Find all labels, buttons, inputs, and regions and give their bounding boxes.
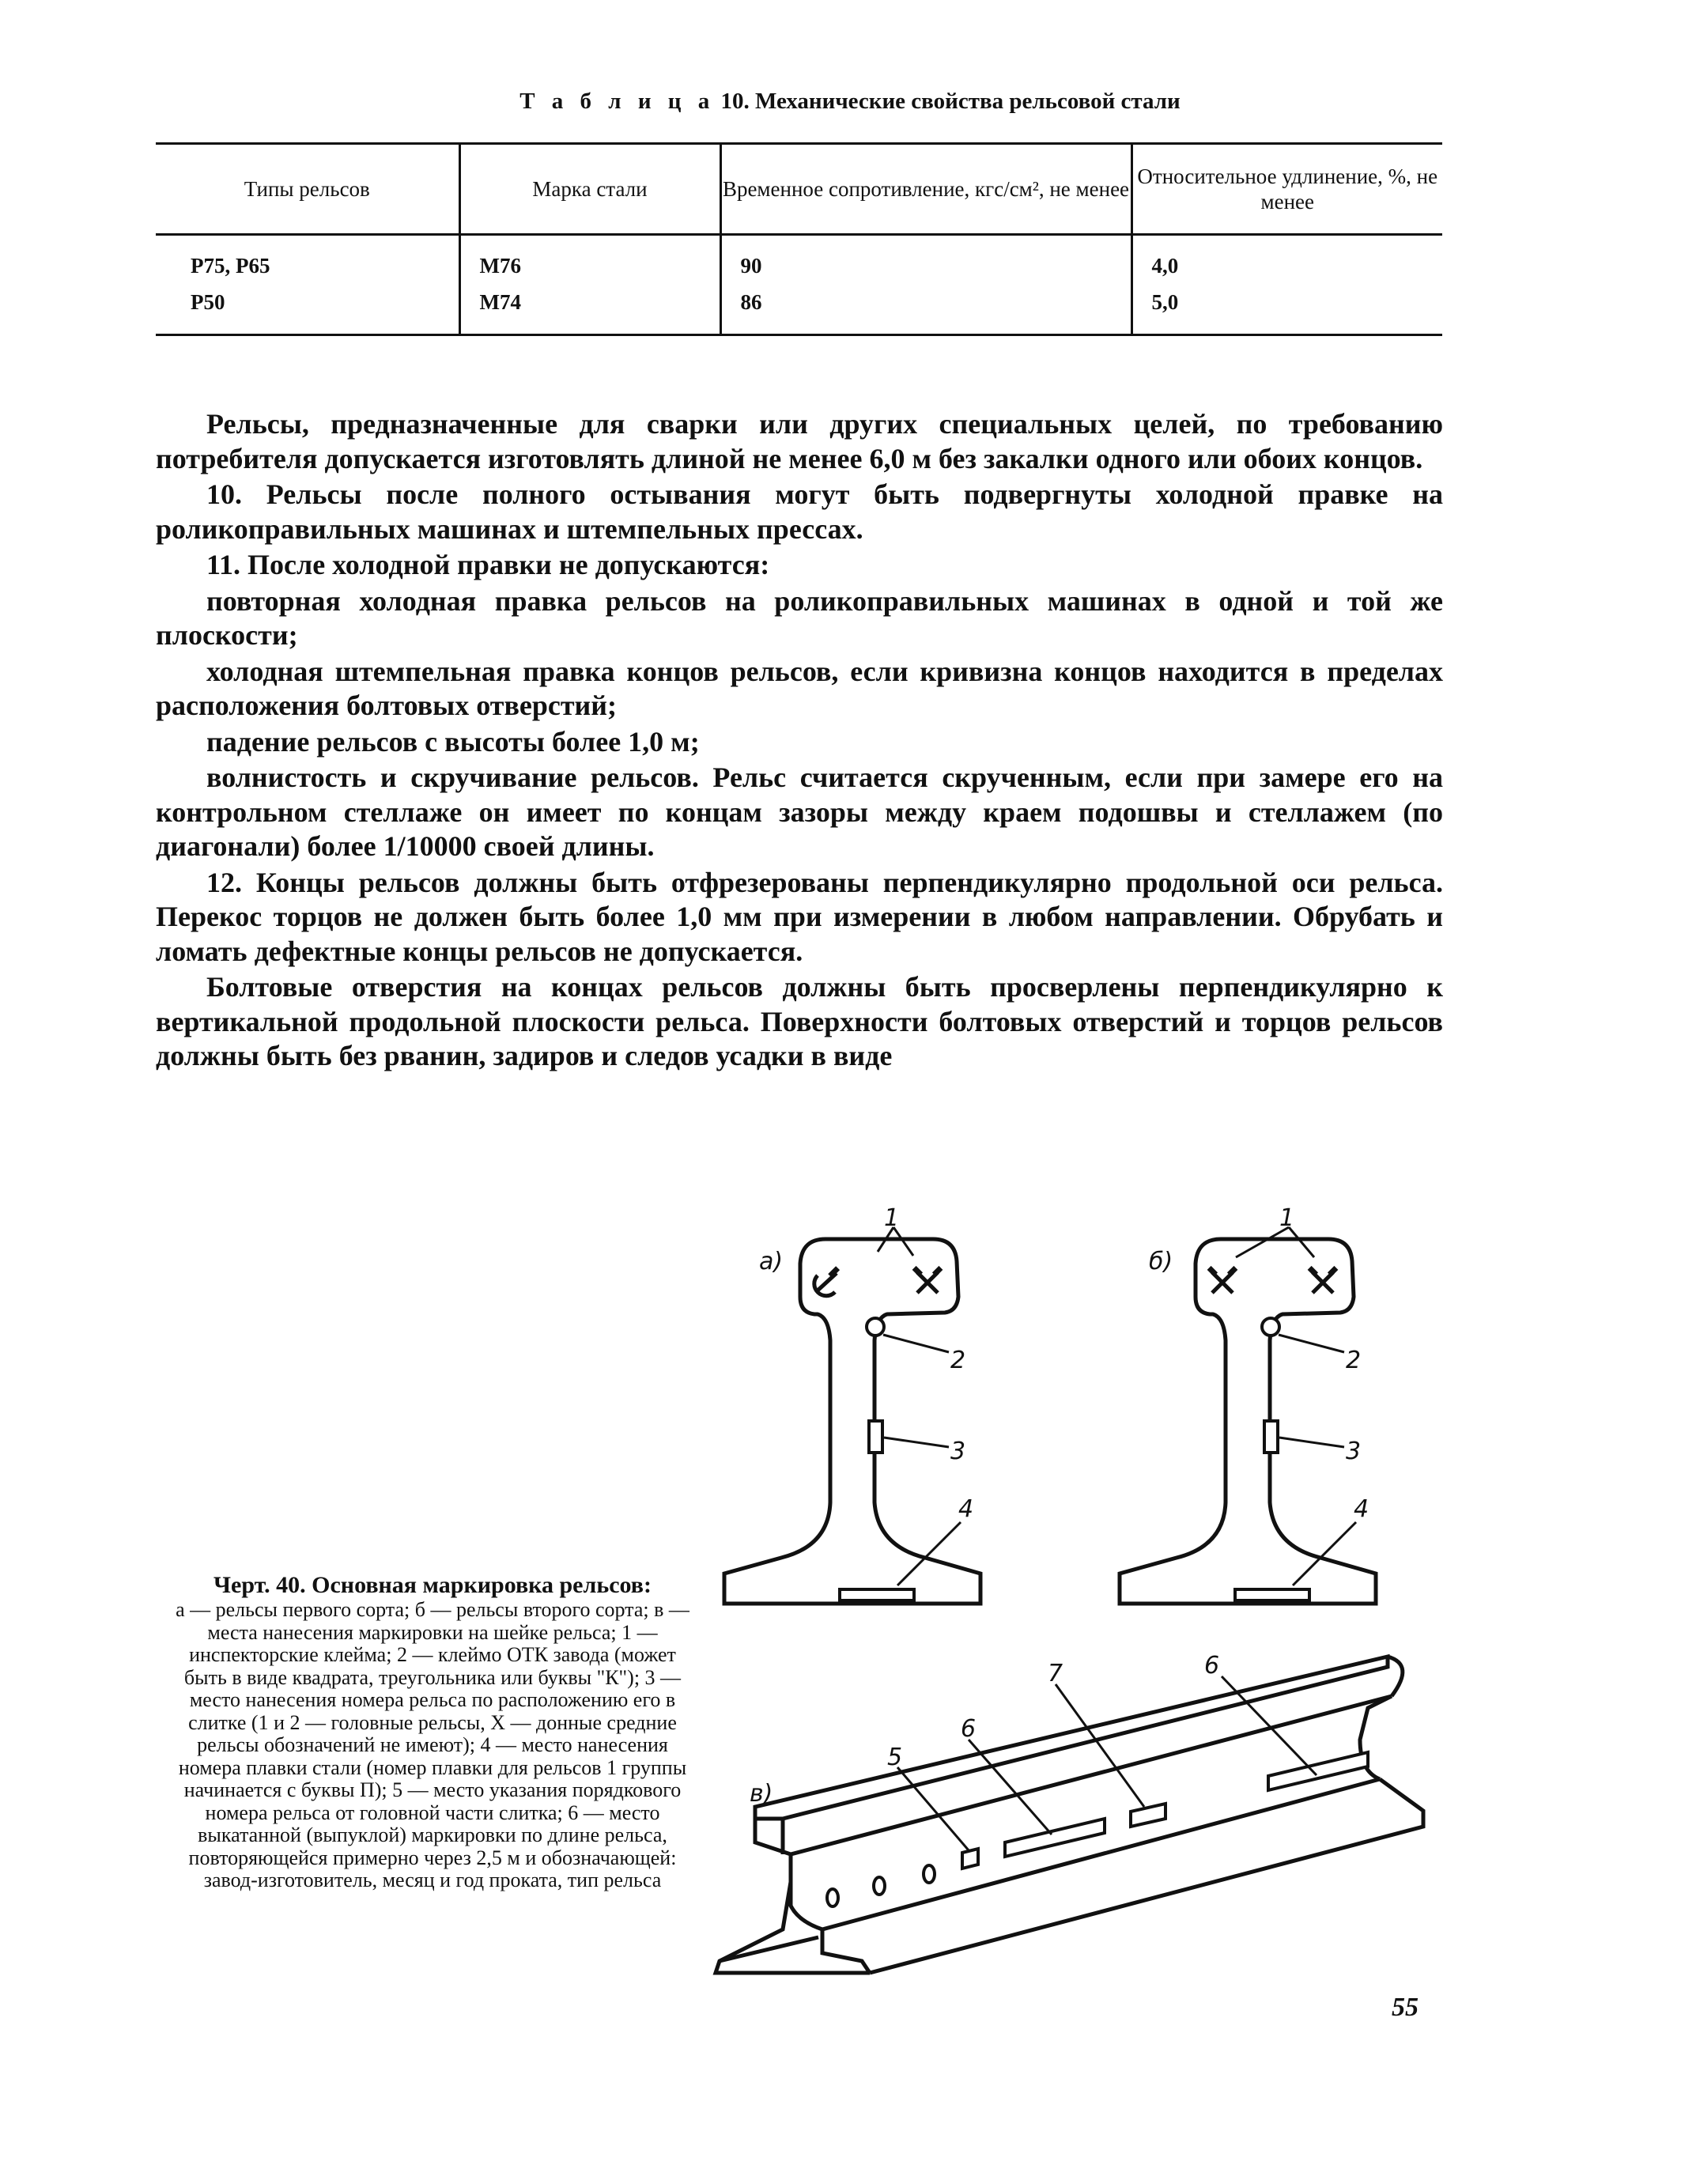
paragraph: 10. Рельсы после полного остывания могут быть подвергнуты холодной правке на роликоправильных машинах и штемпельных прессах.	[156, 478, 1443, 545]
paragraph: Болтовые отверстия на концах рельсов должны быть просверлены перпендикулярно к вертикальной продольной плоскости рельса. Поверхности болтовых отверстий и торцов рельсов должны быть без рванин, задиров и следов усадки в виде	[156, 971, 1443, 1071]
otk-stamp-mark	[1262, 1318, 1279, 1336]
paragraph: падение рельсов с высоты более 1,0 м;	[206, 725, 700, 758]
table-cell: М74	[459, 284, 720, 335]
crossed-hammers-icon	[1207, 1266, 1238, 1293]
callout-2: 2	[950, 1347, 966, 1374]
table-cell: Р50	[156, 284, 459, 335]
callout-1: 1	[1279, 1204, 1295, 1232]
panel-label-b: б)	[1149, 1248, 1173, 1275]
table-cell: М76	[459, 235, 720, 285]
callout-4: 4	[958, 1495, 974, 1523]
callout-4: 4	[1354, 1495, 1369, 1523]
rail-profile-a	[721, 1227, 980, 1605]
rail-profile-b	[1120, 1227, 1376, 1604]
hammer-sickle-icon	[814, 1266, 840, 1295]
paragraph: волнистость и скручивание рельсов. Рельс считается скрученным, если при замере его на контрольном стеллаже он имеет по концам зазоры между краем подошвы и стеллажем (по диагонали) более 1/10000 своей длины.	[156, 761, 1443, 862]
callout-2: 2	[1346, 1347, 1362, 1374]
table-cell: 5,0	[1131, 284, 1442, 335]
table-cell: 90	[720, 235, 1131, 285]
callout-3: 3	[950, 1438, 966, 1465]
otk-stamp-mark	[867, 1318, 884, 1336]
header-steel-grade: Марка стали	[459, 144, 720, 235]
callout-5: 5	[887, 1744, 903, 1771]
paragraph: 11. После холодной правки не допускаются:	[206, 549, 770, 580]
crossed-hammers-icon	[912, 1266, 943, 1293]
panel-label-c: в)	[750, 1780, 773, 1808]
callout-7: 7	[1048, 1660, 1063, 1687]
paragraph: 12. Концы рельсов должны быть отфрезерованы перпендикулярно продольной оси рельса. Перекос торцов не должен быть более 1,0 мм при измерении в любом направлении. Обрубать и ломать дефектные концы рельсов не допускается.	[156, 866, 1443, 967]
table-title: 10. Механические свойства рельсовой стали	[720, 89, 1181, 114]
page-number: 55	[1392, 1993, 1419, 2022]
header-tensile-strength: Временное сопротивление, кгс/см², не менее	[720, 144, 1131, 235]
paragraph: Рельсы, предназначенные для сварки или других специальных целей, по требованию потребителя допускается изготовлять длиной не менее 6,0 м без закалки одного или обоих концов.	[156, 408, 1443, 474]
table-cell: Р75, Р65	[191, 253, 270, 278]
paragraph: холодная штемпельная правка концов рельсов, если кривизна концов находится в пределах расположения болтовых отверстий;	[156, 655, 1443, 721]
header-rail-type: Типы рельсов	[156, 144, 459, 235]
panel-label-a: а)	[759, 1248, 784, 1275]
table-label: Т а б л и ц а	[519, 89, 716, 114]
header-elongation: Относительное удлинение, %, не менее	[1131, 144, 1442, 235]
callout-3: 3	[1346, 1438, 1362, 1465]
paragraph: повторная холодная правка рельсов на роликоправильных машинах в одной и той же плоскости;	[156, 584, 1443, 651]
crossed-hammers-icon	[1308, 1266, 1339, 1293]
callout-1: 1	[884, 1204, 900, 1232]
figure-caption	[168, 1572, 697, 1892]
table-cell: 86	[720, 284, 1131, 335]
callout-6: 6	[1204, 1652, 1220, 1680]
figure-caption-legend: а — рельсы первого сорта; б — рельсы второго сорта; в — места нанесения маркировки на шейке рельса; 1 — инспекторские клейма; 2 — клеймо ОТК завода (может быть в виде квадрата, треугольника или буквы "К"); 3 — место нанесения номера рельса по расположению его в слитке (1 и 2 — головные рельсы, Х — донные средние рельсы обозначений не имеют); 4 — место нанесения номера плавки стали (номер плавки для рельсов 1 группы начинается с буквы П); 5 — место указания порядкового номера рельса от головной части слитка; 6 — место выкатанной (выпуклой) маркировки по длине рельса, повторяющейся примерно через 2,5 м и обозначающей: завод-изготовитель, месяц и год проката, тип рельса	[176, 1598, 689, 1891]
figure-caption-title: Черт. 40. Основная маркировка рельсов:	[213, 1572, 652, 1598]
table-cell: 4,0	[1131, 235, 1442, 285]
callout-6: 6	[961, 1715, 977, 1743]
